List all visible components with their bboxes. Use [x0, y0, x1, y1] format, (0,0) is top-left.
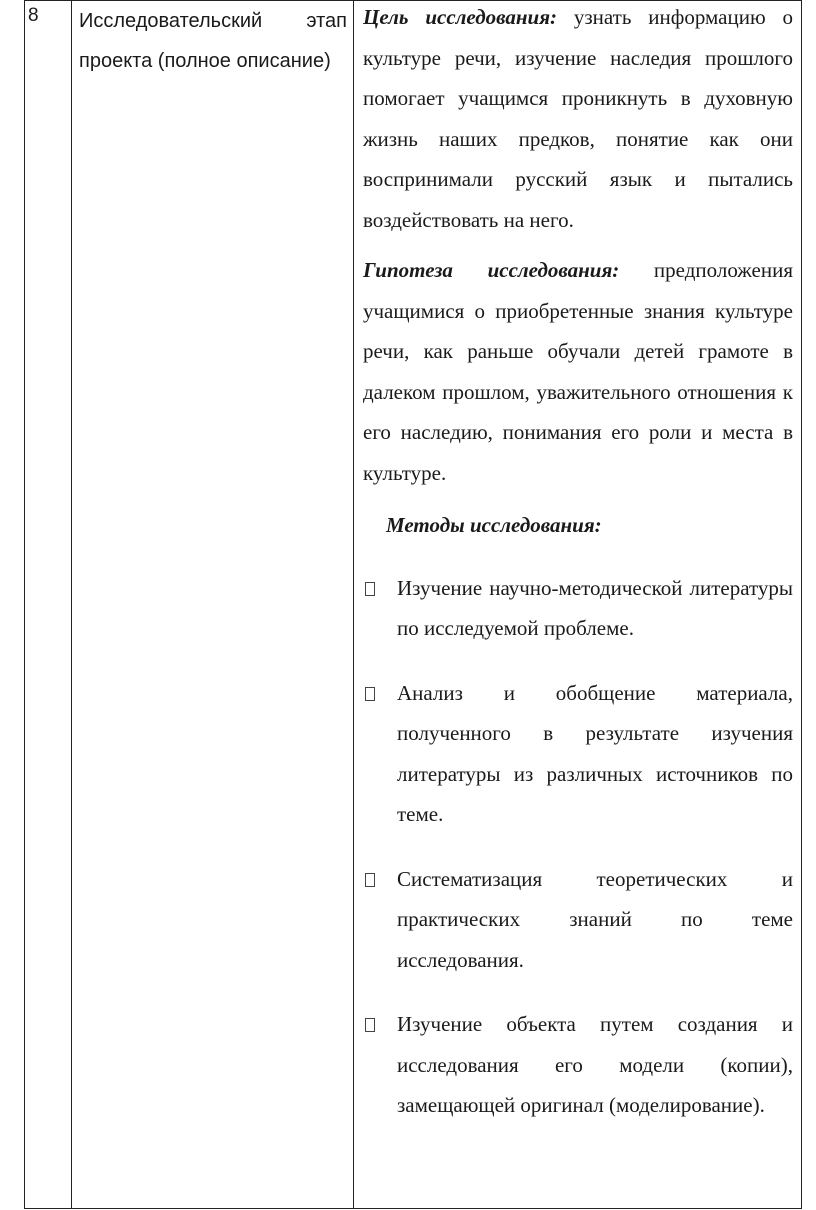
methods-heading: [363, 505, 793, 546]
bullet-icon: [365, 873, 375, 887]
bullet-icon: [365, 1018, 375, 1032]
description-cell: [354, 1, 802, 1209]
row-number-cell: [25, 1, 72, 1209]
hypothesis-label: Гипотеза исследования:: [363, 258, 620, 282]
methods-list: [363, 568, 793, 1126]
list-item: [363, 1004, 793, 1126]
row-number: 8: [28, 5, 39, 26]
goal-label: Цель исследования:: [363, 5, 558, 29]
stage-cell: [72, 1, 354, 1209]
bullet-icon: [365, 582, 375, 596]
goal-text: узнать информацию о культуре речи, изучение наследия прошлого помогает учащимся проникнуть в духовную жизнь наших предков, понятие как они воспринимали русский язык и пытались воздействовать на него.: [363, 5, 793, 232]
bullet-icon: [365, 687, 375, 701]
list-item: [363, 673, 793, 835]
stage-title: Исследовательский этап проекта (полное описание): [79, 10, 347, 72]
project-table: [24, 0, 802, 1209]
method-text: Изучение научно-методической литературы по исследуемой проблеме.: [397, 575, 793, 640]
description: [354, 0, 801, 1126]
method-text: Систематизация теоретических и практических знаний по теме исследования.: [397, 866, 793, 972]
list-item: [363, 568, 793, 649]
goal-paragraph: [363, 0, 793, 240]
list-item: [363, 859, 793, 981]
hypothesis-text: предположения учащимися о приобретенные знания культуре речи, как раньше обучали детей грамоте в далеком прошлом, уважительного отношения к его наследию, понимания его роли и места в культуре.: [363, 258, 793, 485]
methods-label: Методы исследования:: [386, 513, 602, 537]
method-text: Изучение объекта путем создания и исследования его модели (копии), замещающей оригинал (моделирование).: [397, 1012, 793, 1117]
method-text: Анализ и обобщение материала, полученного в результате изучения литературы из различных источников по теме.: [397, 680, 793, 826]
table-row: [25, 1, 802, 1209]
hypothesis-paragraph: [363, 250, 793, 493]
